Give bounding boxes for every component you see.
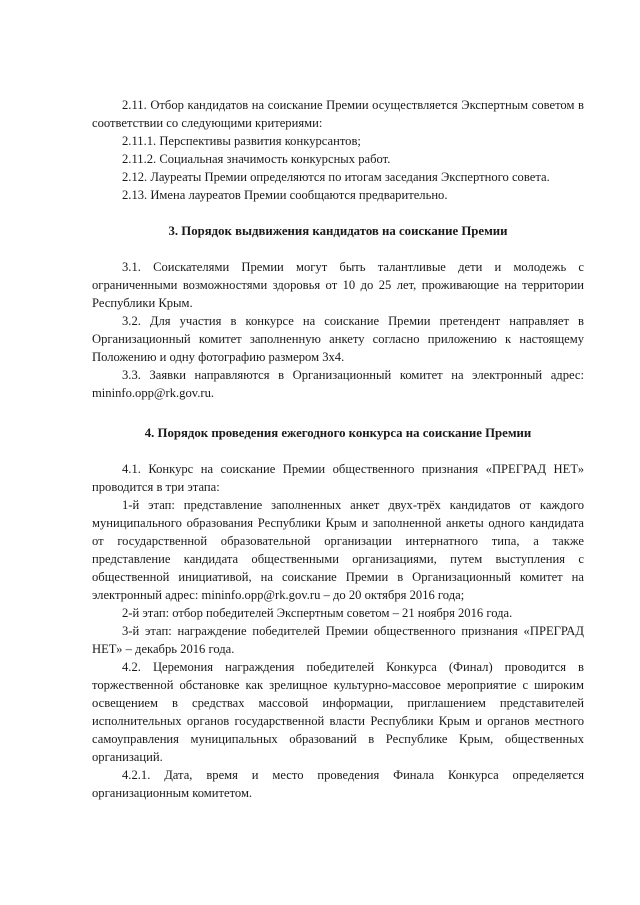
paragraph-2-11: 2.11. Отбор кандидатов на соискание Премии осуществляется Экспертным советом в соответствии со следующими критериями: bbox=[92, 98, 584, 130]
paragraph-4-2: 4.2. Церемония награждения победителей Конкурса (Финал) проводится в торжественной обстановке как зрелищное культурно-массовое мероприятие с широким освещением в средствах массовой информации, приглашением представителей исполнительных органов государственной власти Республики Крым и органов местного самоуправления муниципальных образований в Республике Крым, общественных организаций. bbox=[92, 660, 584, 764]
document-body bbox=[92, 96, 584, 802]
paragraph-3-3: 3.3. Заявки направляются в Организационный комитет на электронный адрес: mininfo.opp@rk.gov.ru. bbox=[92, 368, 584, 400]
paragraph-stage-2: 2-й этап: отбор победителей Экспертным советом – 21 ноября 2016 года. bbox=[122, 606, 513, 620]
paragraph-2-13: 2.13. Имена лауреатов Премии сообщаются предварительно. bbox=[122, 188, 448, 202]
paragraph-2-12: 2.12. Лауреаты Премии определяются по итогам заседания Экспертного совета. bbox=[122, 170, 550, 184]
section-4-heading: 4. Порядок проведения ежегодного конкурса на соискание Премии bbox=[144, 426, 532, 440]
paragraph-stage-1: 1-й этап: представление заполненных анкет двух-трёх кандидатов от каждого муниципального образования Республики Крым и заполненной анкеты одного кандидата от государственной образовательной организации интернатного типа, а также представление кандидата общественными организациями, путем выступления с общественной инициативой, на соискание Премии в Организационный комитет на электронный адрес: mininfo.opp@rk.gov.ru – до 20 октября 2016 года; bbox=[92, 498, 584, 602]
paragraph-3-2: 3.2. Для участия в конкурсе на соискание Премии претендент направляет в Организационный комитет заполненную анкету согласно приложению к настоящему Положению и одну фотографию размером 3х4. bbox=[92, 314, 584, 364]
paragraph-4-1: 4.1. Конкурс на соискание Премии общественного признания «ПРЕГРАД НЕТ» проводится в три этапа: bbox=[92, 462, 584, 494]
paragraph-2-11-2: 2.11.2. Социальная значимость конкурсных работ. bbox=[122, 152, 391, 166]
paragraph-4-2-1: 4.2.1. Дата, время и место проведения Финала Конкурса определяется организационным комитетом. bbox=[92, 768, 584, 800]
paragraph-3-1: 3.1. Соискателями Премии могут быть талантливые дети и молодежь с ограниченными возможностями здоровья от 10 до 25 лет, проживающие на территории Республики Крым. bbox=[92, 260, 584, 310]
section-3-heading: 3. Порядок выдвижения кандидатов на соискание Премии bbox=[168, 224, 508, 238]
paragraph-stage-3: 3-й этап: награждение победителей Премии общественного признания «ПРЕГРАД НЕТ» – декабрь 2016 года. bbox=[92, 624, 584, 656]
paragraph-2-11-1: 2.11.1. Перспективы развития конкурсантов; bbox=[122, 134, 361, 148]
